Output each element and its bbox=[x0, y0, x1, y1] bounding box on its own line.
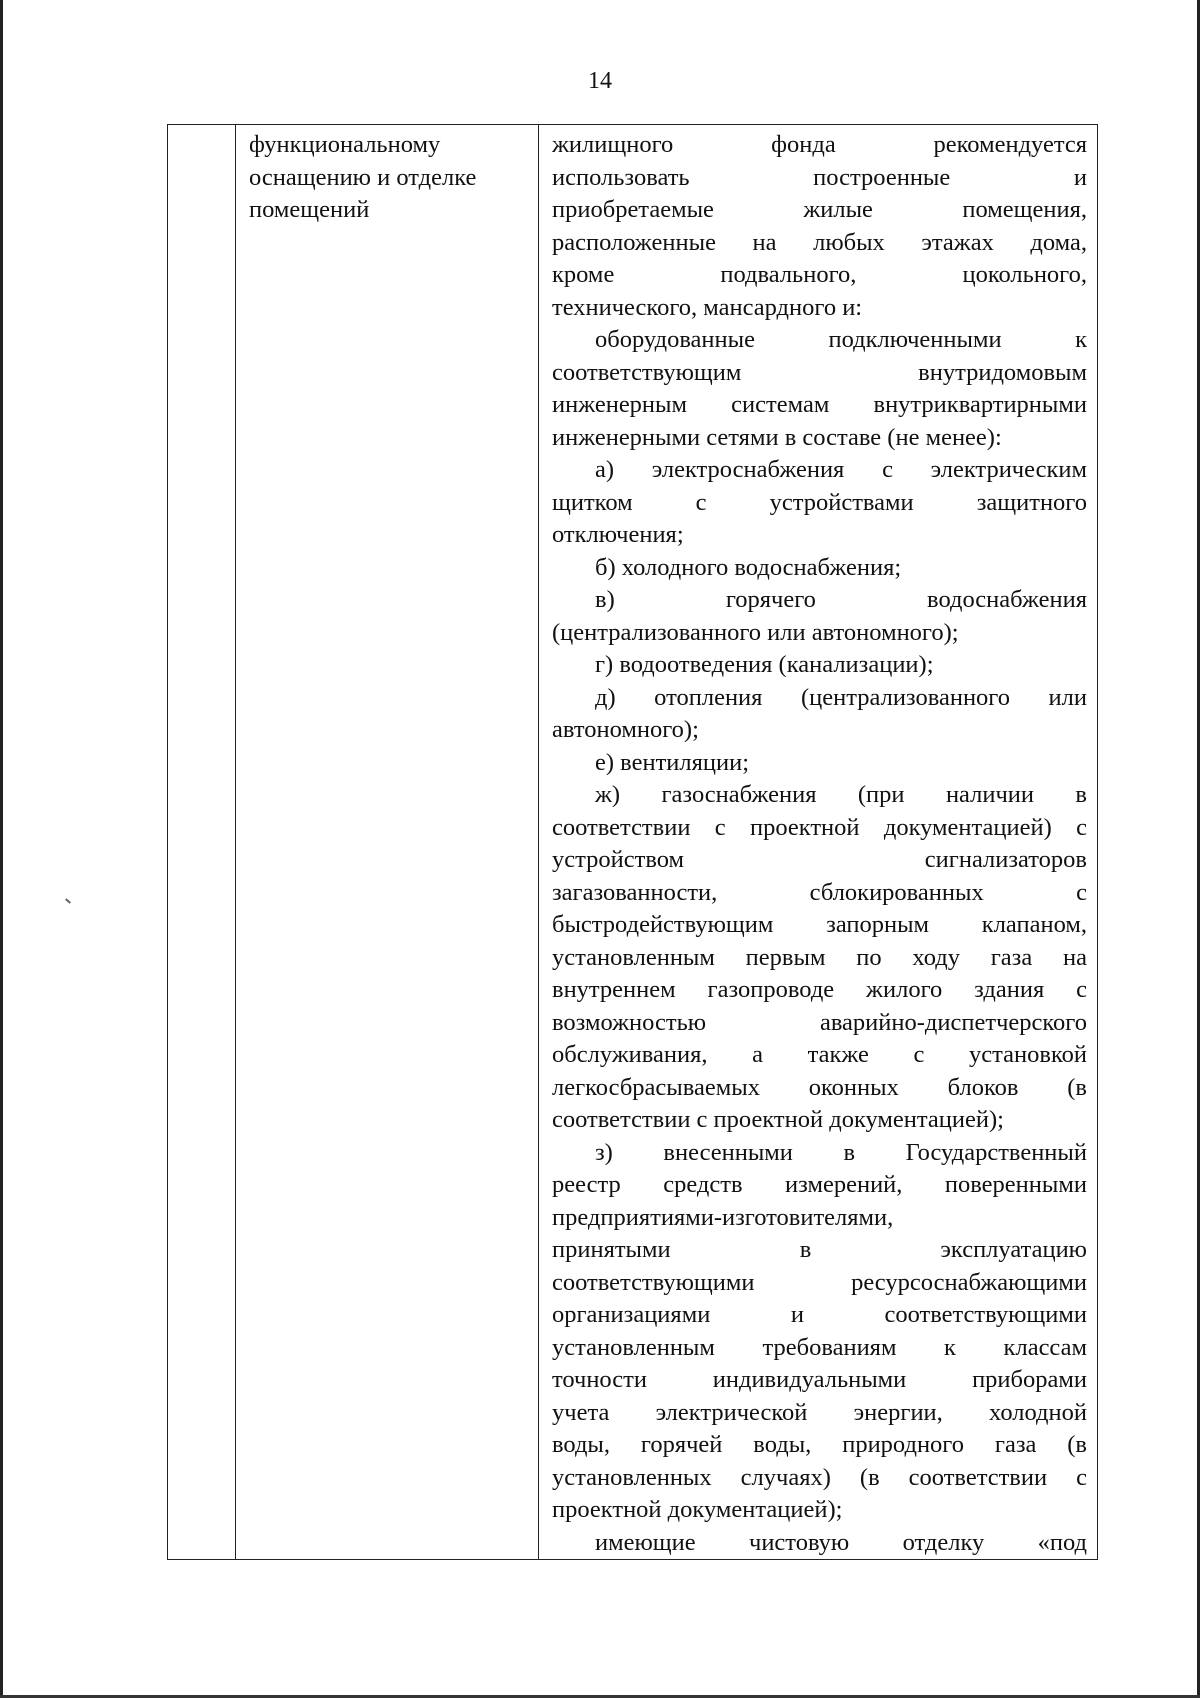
table-row bbox=[168, 125, 1098, 1560]
requirement-line: возможностью аварийно-диспетчерского bbox=[552, 1008, 1087, 1036]
requirement-line: проектной документацией); bbox=[552, 1496, 843, 1523]
requirement-line: обслуживания, а также с установкой bbox=[552, 1041, 1087, 1068]
criterion-line: оснащению и отделке bbox=[249, 163, 477, 191]
requirement-line: а) электроснабжения с электрическим bbox=[595, 456, 1087, 483]
requirement-line: жилищного фонда рекомендуется bbox=[552, 131, 1087, 158]
requirement-line: устройством сигнализаторов bbox=[552, 846, 1087, 873]
scan-speck bbox=[65, 898, 71, 903]
criterion-line: функциональному bbox=[249, 131, 441, 158]
requirement-line: автономного); bbox=[552, 716, 699, 743]
requirement-line: установленным первым по ходу газа на bbox=[552, 943, 1087, 971]
requirement-line: инженерными сетями в составе (не менее): bbox=[552, 423, 1002, 451]
requirement-line: соответствии с проектной документацией); bbox=[552, 1106, 1004, 1133]
requirement-line: воды, горячей воды, природного газа (в bbox=[552, 1431, 1087, 1458]
requirement-line: оборудованные подключенными к bbox=[595, 326, 1087, 353]
criterion-line: помещений bbox=[249, 196, 370, 223]
requirement-line: загазованности, сблокированных с bbox=[552, 878, 1087, 906]
requirement-line: е) вентиляции; bbox=[595, 748, 750, 776]
requirement-line: легкосбрасываемых оконных блоков (в bbox=[552, 1073, 1087, 1101]
criterion-text bbox=[249, 129, 538, 227]
number-cell bbox=[168, 125, 236, 1560]
criterion-cell bbox=[236, 125, 539, 1560]
requirement-text bbox=[552, 129, 1087, 1559]
requirement-line: ж) газоснабжения (при наличии в bbox=[595, 781, 1087, 808]
requirement-line: кроме подвального, цокольного, bbox=[552, 261, 1087, 288]
requirement-line: д) отопления (централизованного или bbox=[595, 683, 1087, 711]
requirement-line: (централизованного или автономного); bbox=[552, 618, 959, 646]
requirement-line: установленным требованиям к классам bbox=[552, 1333, 1087, 1361]
requirement-line: предприятиями-изготовителями, bbox=[552, 1203, 894, 1231]
requirement-line: технического, мансардного и: bbox=[552, 293, 863, 321]
requirement-line: в) горячего водоснабжения bbox=[595, 586, 1087, 613]
requirements-table bbox=[167, 124, 1098, 1560]
requirement-line: з) внесенными в Государственный bbox=[595, 1138, 1087, 1166]
requirement-line: щитком с устройствами защитного bbox=[552, 488, 1087, 516]
requirement-line: принятыми в эксплуатацию bbox=[552, 1236, 1087, 1263]
requirement-line: приобретаемые жилые помещения, bbox=[552, 196, 1087, 223]
requirement-line: отключения; bbox=[552, 521, 684, 548]
requirement-line: г) водоотведения (канализации); bbox=[595, 651, 934, 678]
requirement-line: внутреннем газопроводе жилого здания с bbox=[552, 976, 1087, 1003]
requirement-line: б) холодного водоснабжения; bbox=[595, 553, 902, 581]
requirement-line: соответствующим внутридомовым bbox=[552, 358, 1087, 386]
requirement-line: имеющие чистовую отделку «под bbox=[595, 1528, 1087, 1556]
requirement-line: установленных случаях) (в соответствии с bbox=[552, 1463, 1087, 1491]
requirement-cell bbox=[539, 125, 1098, 1560]
requirement-line: соответствующими ресурсоснабжающими bbox=[552, 1268, 1087, 1296]
scan-edge-left bbox=[0, 0, 3, 1698]
page-number: 14 bbox=[588, 68, 612, 94]
requirement-line: учета электрической энергии, холодной bbox=[552, 1398, 1087, 1426]
requirement-line: соответствии с проектной документацией) с bbox=[552, 813, 1087, 841]
requirement-line: организациями и соответствующими bbox=[552, 1301, 1087, 1328]
requirement-line: инженерным системам внутриквартирными bbox=[552, 391, 1087, 418]
requirement-line: реестр средств измерений, поверенными bbox=[552, 1171, 1087, 1198]
requirement-line: быстродействующим запорным клапаном, bbox=[552, 911, 1087, 938]
requirement-line: расположенные на любых этажах дома, bbox=[552, 228, 1087, 256]
requirement-line: точности индивидуальными приборами bbox=[552, 1366, 1087, 1393]
requirement-line: использовать построенные и bbox=[552, 163, 1087, 191]
